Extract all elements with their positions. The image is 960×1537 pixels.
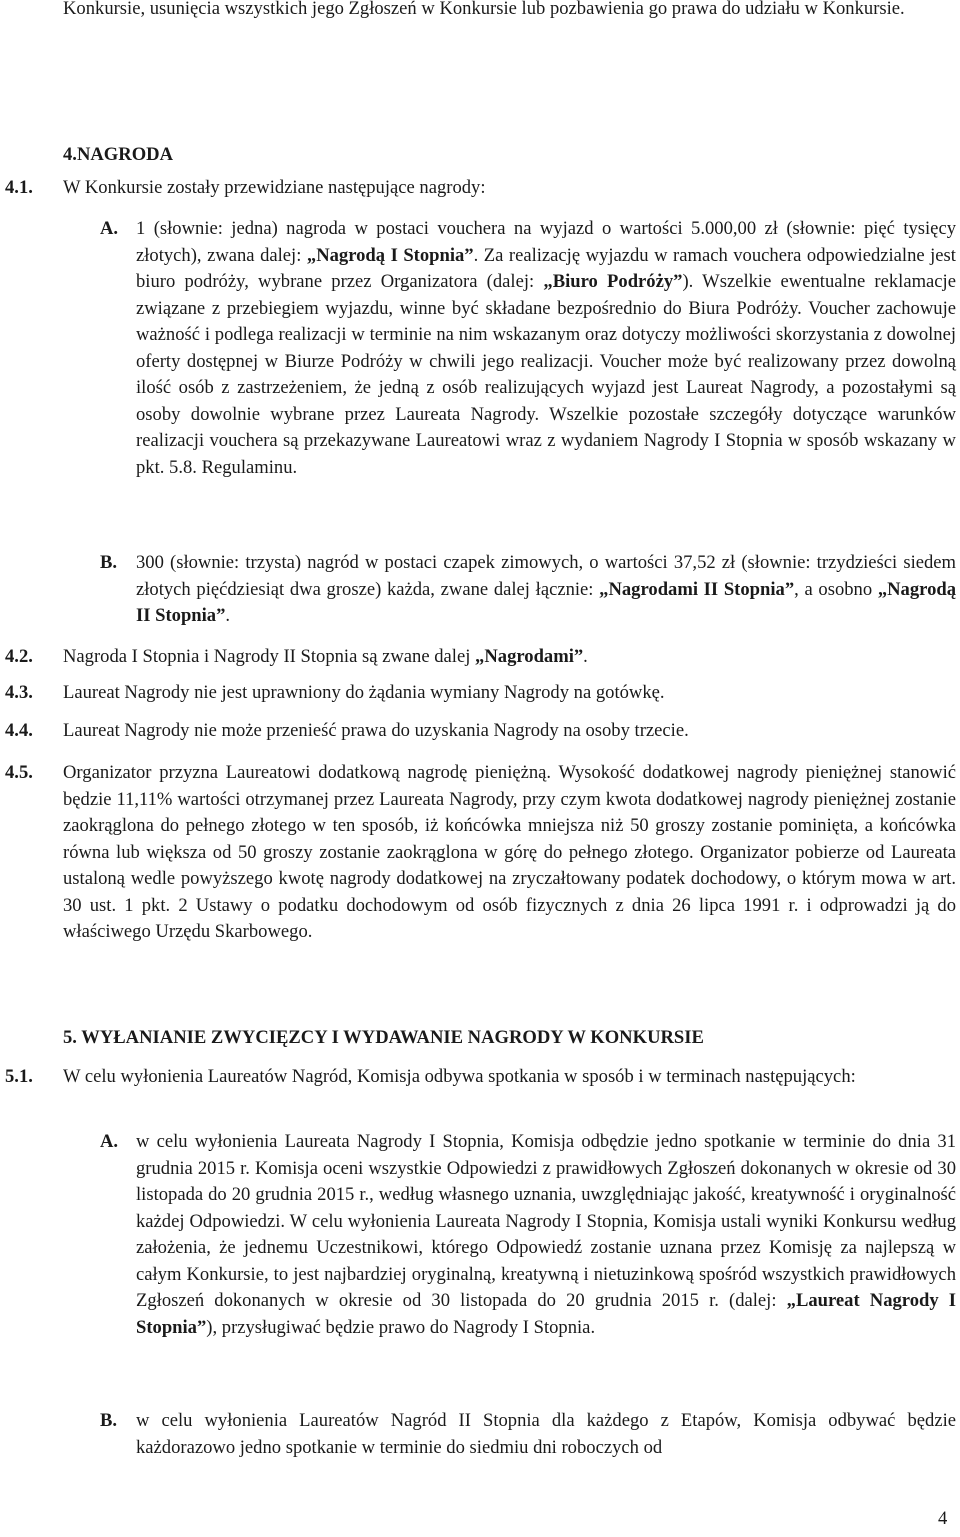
clause-4-5-text: Organizator przyzna Laureatowi dodatkową nagrodę pieniężną. Wysokość dodatkowej nagrody pieniężnej stanowić będzie 11,11% wartości otrzymanej przez Laureata Nagrody, przy czym kwota dodatkowej nagrody pieniężnej zostanie zaokrąglona do pełnego złotego w ten sposób, iż końcówka mniejsza niż 50 groszy zostanie pominięta, a końcówka równa lub większa od 50 groszy zostanie zaokrąglona w górę do pełnego złotego. Organizator pobierze od Laureata ustaloną wedle powyższego kwotę nagrody dodatkowej na zryczałtowany podatek dochodowy, o którym mowa w art. 30 ust. 1 pkt. 2 Ustawy o podatku dochodowym od osób fizycznych z dnia 26 lipca 1991 r. i odprowadzi ją do właściwego Urzędu Skarbowego.: [63, 762, 956, 942]
prize-b-term-1: „Nagrodami II Stopnia”: [599, 578, 795, 600]
prize-a-text-1: 1 (słownie: jedna) nagroda w postaci vouchera na wyjazd o wartości 5.000,00 zł (słownie: pięć tysięcy złotych), zwana dalej:: [136, 218, 956, 266]
section-5-heading: 5. WYŁANIANIE ZWYCIĘZCY I WYDAWANIE NAGRODY W KONKURSIE: [63, 1027, 704, 1048]
committee-a-term: „Laureat Nagrody I Stopnia”: [136, 1290, 957, 1338]
clause-4-2-text-1: Nagroda I Stopnia i Nagrody II Stopnia są zwane dalej: [63, 646, 476, 667]
clause-number: 4.4.: [5, 720, 33, 741]
prize-a-term-1: „Nagrodą I Stopnia”: [306, 244, 474, 266]
item-label: B.: [100, 1410, 118, 1431]
prize-a-paragraph: [136, 216, 956, 481]
page-number: 4: [938, 1508, 948, 1529]
clause-4-4-text: Laureat Nagrody nie może przenieść prawa do uzyskania Nagrody na osoby trzecie.: [63, 720, 689, 741]
prize-b-text-2: , a osobno: [794, 578, 878, 600]
intro-paragraph: Konkursie, usunięcia wszystkich jego Zgłoszeń w Konkursie lub pozbawienia go prawa do udziału w Konkursie.: [63, 0, 905, 19]
prize-b-text-1: 300 (słownie: trzysta) nagród w postaci czapek zimowych, o wartości 37,52 zł (słownie: trzydzieści siedem złotych pięćdziesiąt dwa grosze) każda, zwane dalej łącznie:: [136, 552, 956, 600]
clause-4-2-term: „Nagrodami”: [475, 646, 584, 667]
item-label: A.: [100, 1131, 119, 1152]
clause-4-2-text-2: .: [583, 646, 588, 667]
prize-b-paragraph: [136, 550, 956, 630]
committee-a-text-1: w celu wyłonienia Laureata Nagrody I Stopnia, Komisja odbędzie jedno spotkanie w terminie do dnia 31 grudnia 2015 r. Komisja oceni wszystkie Odpowiedzi z prawidłowych Zgłoszeń dokonanych w okresie od 30 listopada do 20 grudnia 2015 r., według własnego uznania, uwzględniając jakość, kreatywność i oryginalność każdej Odpowiedzi. W celu wyłonienia Laureata Nagrody I Stopnia, Komisja ustali wyniki Konkursu według założenia, że jednemu Uczestnikowi, którego Odpowiedź zostanie uznana przez Komisję za najlepszą w całym Konkursie, to jest najbardziej oryginalną, kreatywną i nietuzinkową spośród wszystkich prawidłowych Zgłoszeń dokonanych w okresie od 30 listopada do 20 grudnia 2015 r. (dalej:: [136, 1131, 956, 1311]
clause-5-1-text: W celu wyłonienia Laureatów Nagród, Komisja odbywa spotkania w sposób i w terminach następujących:: [63, 1066, 856, 1087]
clause-number: 4.5.: [5, 762, 33, 783]
committee-a-paragraph: [136, 1129, 956, 1341]
prize-a-text-2: . Za realizację wyjazdu w ramach vouchera odpowiedzialne jest biuro podróży, wybrane przez Organizatora (dalej:: [136, 244, 956, 292]
prize-b-text-3: .: [225, 605, 231, 626]
section-4-heading: 4.NAGRODA: [63, 144, 174, 165]
item-label: A.: [100, 218, 119, 239]
clause-number: 4.2.: [5, 646, 33, 667]
committee-b-paragraph: w celu wyłonienia Laureatów Nagród II Stopnia dla każdego z Etapów, Komisja odbywać będzie każdorazowo jedno spotkanie w terminie do siedmiu dni roboczych od: [136, 1410, 956, 1458]
prize-a-text-3: ). Wszelkie ewentualne reklamacje związane z przebiegiem wyjazdu, winne być składane bezpośrednio do Biura Podróży. Voucher zachowuje ważność i podlega realizacji w terminie na nim wskazanym oraz dotyczy możliwości skorzystania z dowolnej oferty dostępnej w Biurze Podróży w chwili jego realizacji. Voucher może być realizowany przez dowolną ilość osób z zastrzeżeniem, że jedną z osób realizujących wyjazd jest Laureat Nagrody, a pozostałymi są osoby dowolnie wybrane przez Laureata Nagrody. Wszelkie pozostałe szczegóły dotyczące warunków realizacji vouchera są przekazywane Laureatowi wraz z wydaniem Nagrody I Stopnia w sposób wskazany w pkt. 5.8. Regulaminu.: [136, 271, 956, 478]
item-label: B.: [100, 552, 118, 573]
prize-b-term-2: „Nagrodą II Stopnia”: [136, 578, 956, 626]
clause-number: 4.3.: [5, 682, 33, 703]
clause-4-3-text: Laureat Nagrody nie jest uprawniony do żądania wymiany Nagrody na gotówkę.: [63, 682, 665, 703]
clause-4-2-text: [63, 644, 956, 671]
committee-a-text-2: ), przysługiwać będzie prawo do Nagrody I Stopnia.: [206, 1316, 596, 1338]
clause-4-1-text: W Konkursie zostały przewidziane następujące nagrody:: [63, 177, 486, 198]
prize-a-term-2: „Biuro Podróży”: [543, 271, 683, 292]
clause-number: 4.1.: [5, 177, 33, 198]
clause-number: 5.1.: [5, 1066, 33, 1087]
